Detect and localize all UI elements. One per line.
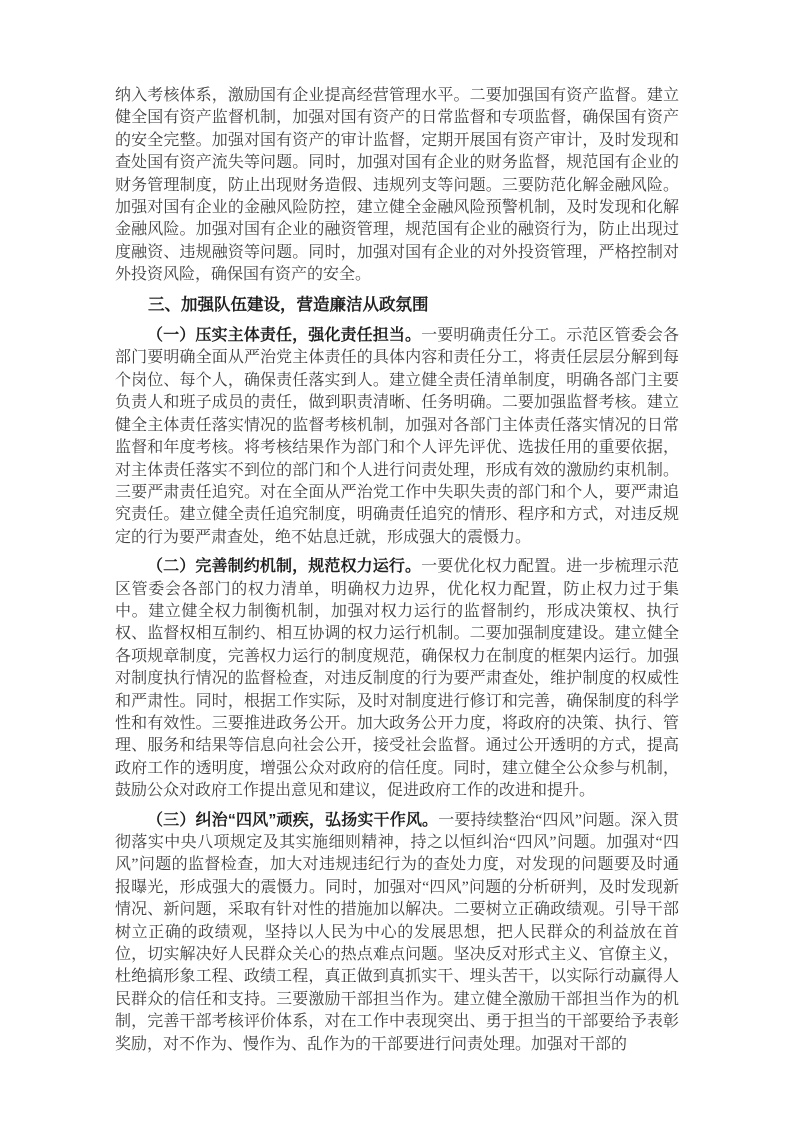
paragraph xyxy=(115,556,679,802)
section-heading: 三、加强队伍建设，营造廉洁从政氛围 xyxy=(148,295,429,314)
paragraph-text: 一要优化权力配置。进一步梳理示范区管委会各部门的权力清单，明确权力边界，优化权力配置，防止权力过于集中。建立健全权力制衡机制，加强对权力运行的监督制约，形成决策权、执行权、监督权相互制约、相互协调的权力运行机制。二要加强制度建设。建立健全各项规章制度，完善权力运行的制度规范，确保权力在制度的框架内运行。加强对制度执行情况的监督检查，对违反制度的行为要严肃查处，维护制度的权威性和严肃性。同时，根据工作实际，及时对制度进行修订和完善，确保制度的科学性和有效性。三要推进政务公开。加大政务公开力度，将政府的决策、执行、管理、服务和结果等信息向社会公开，接受社会监督。通过公开透明的方式，提高政府工作的透明度，增强公众对政府的信任度。同时，建立健全公众参与机制，鼓励公众对政府工作提出意见和建议，促进政府工作的改进和提升。 xyxy=(115,558,679,800)
paragraph-lead: （一）压实主体责任，强化责任担当。 xyxy=(147,327,422,345)
paragraph xyxy=(115,325,679,549)
paragraph-lead: （三）纠治“四风”顽疾，弘扬实干作风。 xyxy=(147,811,439,829)
paragraph-text: 一要明确责任分工。示范区管委会各部门要明确全面从严治党主体责任的具体内容和责任分工，将责任层层分解到每个岗位、每个人，确保责任落实到人。建立健全责任清单制度，明确各部门主要负责人和班子成员的责任，做到职责清晰、任务明确。二要加强监督考核。建立健全主体责任落实情况的监督考核机制，加强对各部门主体责任落实情况的日常监督和年度考核。将考核结果作为部门和个人评先评优、选拔任用的重要依据，对主体责任落实不到位的部门和个人进行问责处理，形成有效的激励约束机制。三要严肃责任追究。对在全面从严治党工作中失职失责的部门和个人，要严肃追究责任。建立健全责任追究制度，明确责任追究的情形、程序和方式，对违反规定的行为要严肃查处，绝不姑息迁就，形成强大的震慑力。 xyxy=(115,327,679,546)
paragraph-text: 一要持续整治“四风”问题。深入贯彻落实中央八项规定及其实施细则精神，持之以恒纠治“四风”问题。加强对“四风”问题的监督检查，加大对违规违纪行为的查处力度，对发现的问题要及时通报曝光，形成强大的震慑力。同时，加强对“四风”问题的分析研判，及时发现新情况、新问题，采取有针对性的措施加以解决。二要树立正确政绩观。引导干部树立正确的政绩观，坚持以人民为中心的发展思想，把人民群众的利益放在首位，切实解决好人民群众关心的热点难点问题。坚决反对形式主义、官僚主义，杜绝搞形象工程、政绩工程，真正做到真抓实干、埋头苦干，以实际行动赢得人民群众的信任和支持。三要激励干部担当作为。建立健全激励干部担当作为的机制，完善干部考核评价体系，对在工作中表现突出、勇于担当的干部要给予表彰奖励，对不作为、慢作为、乱作为的干部要进行问责处理。加强对干部的 xyxy=(115,811,679,1053)
paragraph-lead: （二）完善制约机制，规范权力运行。 xyxy=(147,558,422,576)
paragraph xyxy=(115,810,679,1056)
document-body xyxy=(115,85,679,1063)
paragraph: 纳入考核体系，激励国有企业提高经营管理水平。二要加强国有资产监督。建立健全国有资产监督机制，加强对国有资产的日常监督和专项监督，确保国有资产的安全完整。加强对国有资产的审计监督，定期开展国有资产审计，及时发现和查处国有资产流失等问题。同时，加强对国有企业的财务监督，规范国有企业的财务管理制度，防止出现财务造假、违规列支等问题。三要防范化解金融风险。加强对国有企业的金融风险防控，建立健全金融风险预警机制，及时发现和化解金融风险。加强对国有企业的融资管理，规范国有企业的融资行为，防止出现过度融资、违规融资等问题。同时，加强对国有企业的对外投资管理，严格控制对外投资风险，确保国有资产的安全。 xyxy=(115,87,679,284)
